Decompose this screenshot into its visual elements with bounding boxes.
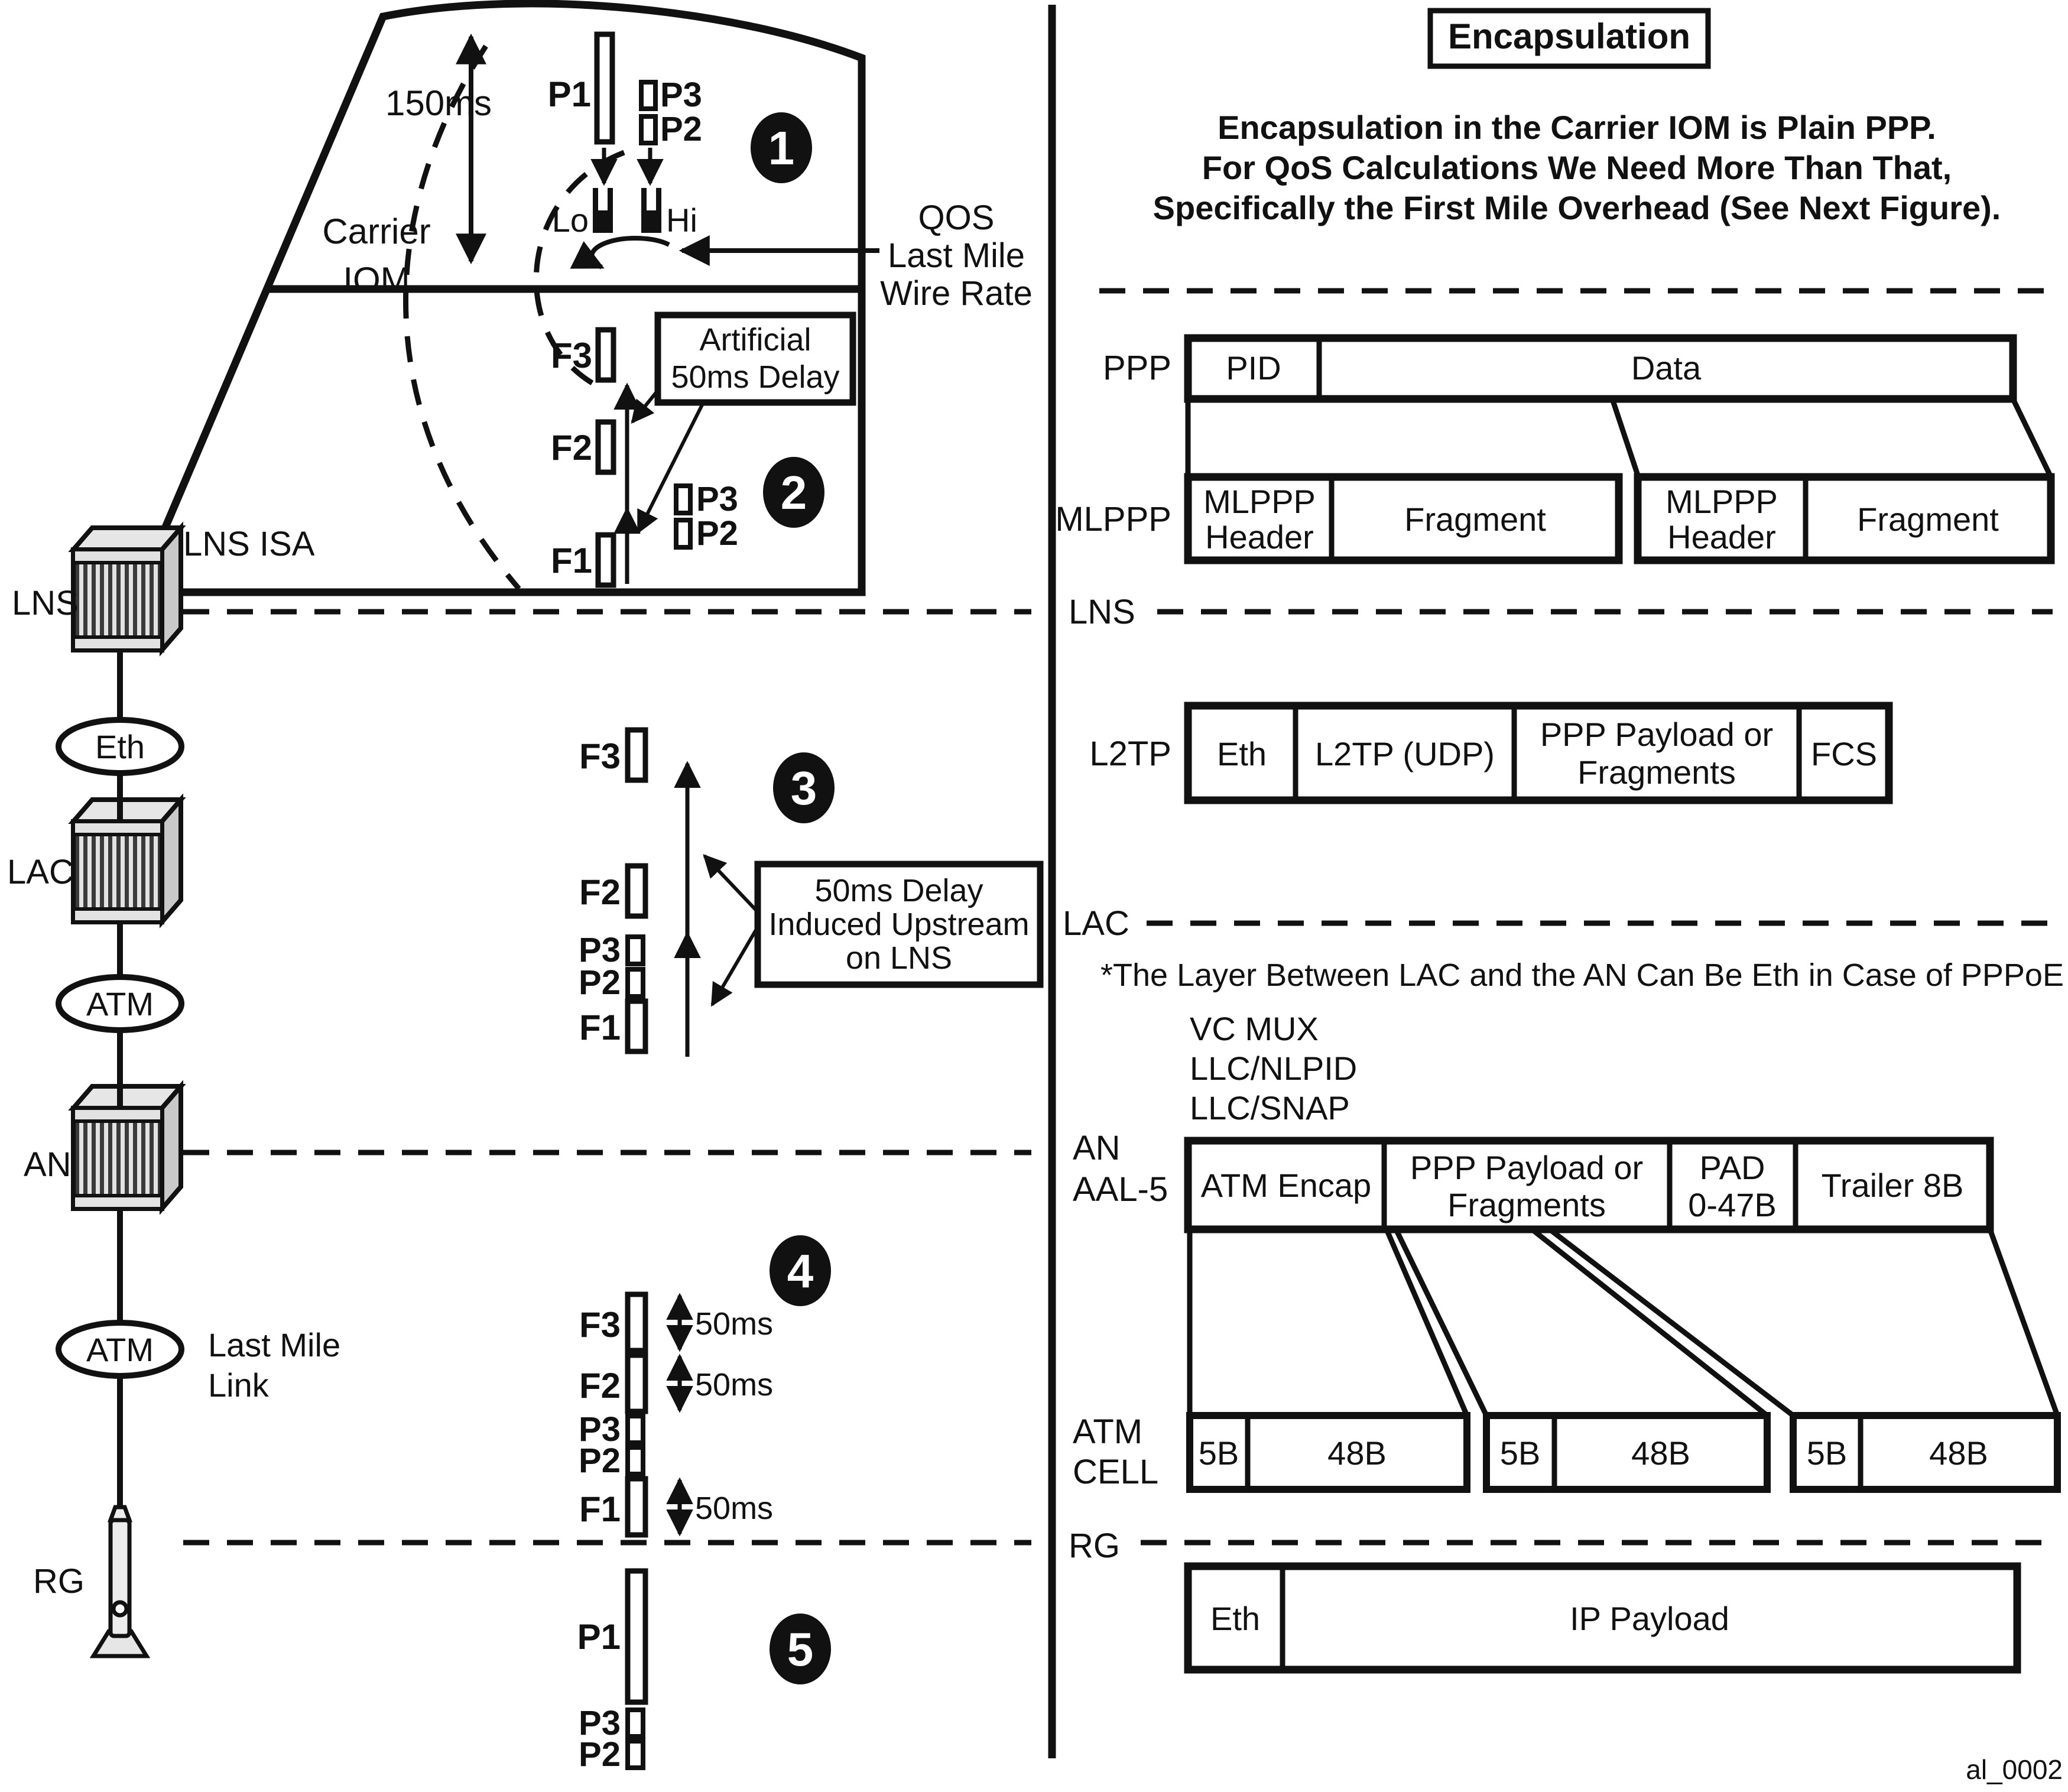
- carrier-iom-label-line1: Carrier: [322, 212, 431, 251]
- packet-label-p2-s2: P2: [696, 514, 738, 553]
- last-mile-link-line2: Link: [208, 1366, 269, 1404]
- induced-box-pointer-upper: [705, 856, 759, 913]
- lac-card-icon: [73, 800, 181, 922]
- lo-queue-label: Lo: [551, 202, 589, 239]
- fragment-bar-f3: [598, 330, 613, 380]
- fragment-bar-f1: [598, 535, 613, 585]
- s3-bar-f2: [628, 866, 645, 916]
- s3-square-p3: [628, 937, 643, 964]
- aal5-payload-line2: Fragments: [1447, 1186, 1606, 1223]
- rg-eth-cell: Eth: [1210, 1600, 1261, 1637]
- s4-square-p2: [628, 1447, 643, 1474]
- carrier-iom-wedge-outline: [138, 4, 862, 592]
- atm-cell1-5b: 5B: [1198, 1434, 1239, 1472]
- packet-label-p3-s2: P3: [696, 480, 738, 518]
- mlppp-row-label: MLPPP: [1055, 500, 1171, 538]
- ppp-pid-cell: PID: [1226, 349, 1281, 387]
- step-3-number: 3: [790, 762, 817, 814]
- rg-node-label: RG: [33, 1562, 85, 1601]
- fragment-bar-f2: [598, 422, 613, 472]
- carrier-iom-label-line2: IOM: [343, 260, 410, 300]
- zoom-lens-outer-arc: [406, 46, 519, 589]
- s5-square-p2: [628, 1741, 643, 1768]
- atm-cell2-5b: 5B: [1499, 1434, 1541, 1472]
- s4-label-f3: F3: [579, 1305, 621, 1345]
- l2tp-udp-cell: L2TP (UDP): [1315, 735, 1495, 772]
- induced-delay-line3: on LNS: [845, 940, 953, 976]
- encap-option-llc-nlpid: LLC/NLPID: [1190, 1050, 1358, 1087]
- qos-label-line3: Wire Rate: [880, 274, 1033, 313]
- s4-50ms-label-f3: 50ms: [695, 1306, 774, 1342]
- aal5-pad-line1: PAD: [1699, 1149, 1765, 1186]
- packet-label-p3: P3: [660, 76, 702, 114]
- aal5-atm-encap-cell: ATM Encap: [1200, 1167, 1372, 1204]
- packet-bar-p1: [597, 34, 612, 142]
- aal5-payload-line1: PPP Payload or: [1410, 1149, 1644, 1186]
- s5-label-p3: P3: [579, 1704, 621, 1742]
- delay-150ms-label: 150ms: [385, 83, 492, 123]
- packet-square-p3-s2: [676, 486, 690, 513]
- s4-50ms-label-f2: 50ms: [695, 1367, 774, 1403]
- mlppp-box2-header-line1: MLPPP: [1666, 483, 1778, 520]
- an-card-icon: [73, 1086, 181, 1209]
- ppp-mlppp-fan-right: [2013, 399, 2051, 477]
- packet-label-p2: P2: [660, 110, 702, 148]
- s3-label-f2: F2: [579, 872, 621, 912]
- l2tp-payload-line1: PPP Payload or: [1540, 716, 1774, 753]
- atm-cell-label-line2: CELL: [1073, 1453, 1159, 1491]
- lac-node-label: LAC: [7, 853, 74, 891]
- lo-queue-icon: [593, 188, 613, 233]
- figure-watermark: al_0002: [1966, 1754, 2063, 1785]
- rg-antenna-icon: [93, 1507, 147, 1656]
- atm-cell2-48b: 48B: [1631, 1434, 1690, 1472]
- s4-label-f1: F1: [579, 1489, 621, 1529]
- s5-square-p3: [628, 1710, 643, 1736]
- aal5-atm-fan-right: [1990, 1229, 2057, 1416]
- last-mile-link-line1: Last Mile: [208, 1326, 341, 1364]
- step-4-number: 4: [787, 1245, 814, 1297]
- atm-link-label: ATM: [86, 985, 154, 1022]
- s4-label-p3: P3: [579, 1410, 621, 1449]
- s4-label-f2: F2: [579, 1366, 621, 1405]
- packet-square-p3: [641, 82, 655, 109]
- s3-label-p2: P2: [579, 963, 621, 1002]
- qos-label-line2: Last Mile: [887, 236, 1025, 275]
- step-5-number: 5: [787, 1623, 814, 1676]
- s5-label-p1: P1: [577, 1617, 621, 1657]
- encapsulation-title: Encapsulation: [1447, 17, 1691, 56]
- s4-bar-f2: [628, 1355, 645, 1411]
- l2tp-row-label: L2TP: [1089, 735, 1171, 773]
- mlppp-box1-header-line1: MLPPP: [1203, 483, 1316, 520]
- l2tp-fcs-cell: FCS: [1811, 735, 1877, 772]
- mlppp-box1-fragment: Fragment: [1404, 501, 1546, 538]
- encap-option-vcmux: VC MUX: [1190, 1010, 1319, 1047]
- ppp-row-box: [1188, 338, 2013, 399]
- lac-pppoe-note: *The Layer Between LAC and the AN Can Be Eth in Case of PPPoE: [1100, 957, 2064, 993]
- aal5-pad-line2: 0-47B: [1688, 1186, 1777, 1223]
- encapsulation-note-line1: Encapsulation in the Carrier IOM is Plain PPP.: [1218, 109, 1936, 146]
- s5-bar-p1: [628, 1571, 645, 1702]
- mlppp-box2-header-line2: Header: [1667, 518, 1776, 556]
- s3-square-p2: [628, 969, 643, 996]
- ppp-data-cell: Data: [1631, 349, 1702, 387]
- encapsulation-note-line2: For QoS Calculations We Need More Than That,: [1202, 149, 1952, 186]
- encapsulation-note-line3: Specifically the First Mile Overhead (See Next Figure).: [1153, 189, 2001, 226]
- hi-queue-label: Hi: [666, 202, 697, 239]
- fragment-label-f3: F3: [550, 336, 592, 375]
- s4-50ms-label-f1: 50ms: [695, 1491, 774, 1526]
- atm-cell3-5b: 5B: [1806, 1434, 1848, 1472]
- fragment-label-f1: F1: [550, 541, 592, 580]
- aal5-row-label-line2: AAL-5: [1073, 1170, 1168, 1209]
- mlppp-box1-header-line2: Header: [1205, 518, 1314, 556]
- fragment-label-f2: F2: [550, 428, 592, 468]
- l2tp-payload-line2: Fragments: [1577, 754, 1736, 791]
- scheduler-loop-arrow: [592, 238, 669, 267]
- lns-level-label-right: LNS: [1069, 593, 1135, 631]
- s3-bar-f1: [628, 1001, 645, 1051]
- hi-queue-icon: [641, 188, 661, 233]
- rg-level-label-right: RG: [1069, 1527, 1120, 1565]
- s3-label-f3: F3: [579, 736, 621, 776]
- atm-cell3-48b: 48B: [1929, 1434, 1988, 1472]
- s4-bar-f1: [628, 1479, 645, 1535]
- s3-label-p3: P3: [579, 931, 621, 969]
- s5-label-p2: P2: [579, 1735, 621, 1774]
- lns-isa-label: LNS ISA: [183, 525, 315, 563]
- induced-delay-line1: 50ms Delay: [814, 873, 983, 908]
- s4-square-p3: [628, 1416, 643, 1443]
- lns-node-label: LNS: [12, 584, 79, 622]
- aal5-trailer-cell: Trailer 8B: [1821, 1167, 1964, 1204]
- atm-cell-label-line1: ATM: [1073, 1413, 1143, 1451]
- step-1-number: 1: [768, 122, 795, 174]
- induced-box-pointer-lower: [712, 925, 759, 1005]
- atm-last-mile-label: ATM: [86, 1331, 154, 1368]
- mlppp-box2-fragment: Fragment: [1857, 501, 1999, 538]
- qos-label-line1: QOS: [918, 199, 995, 237]
- aal5-atm-fan-a2: [1396, 1229, 1486, 1416]
- an-node-label: AN: [24, 1145, 72, 1184]
- aal5-row-label-line1: AN: [1073, 1129, 1121, 1167]
- packet-label-p1: P1: [547, 74, 591, 114]
- s4-bar-f3: [628, 1294, 645, 1351]
- lac-level-label-right: LAC: [1063, 904, 1129, 943]
- lns-card-icon: [73, 528, 181, 650]
- atm-cell1-48b: 48B: [1327, 1434, 1387, 1472]
- artificial-box-pointer-lower: [638, 402, 703, 532]
- step-2-number: 2: [780, 466, 807, 519]
- rg-ip-payload-cell: IP Payload: [1570, 1600, 1729, 1637]
- packet-square-p2-s2: [676, 520, 690, 547]
- encap-option-llc-snap: LLC/SNAP: [1190, 1089, 1350, 1127]
- s3-label-f1: F1: [579, 1008, 621, 1047]
- artificial-delay-line2: 50ms Delay: [671, 359, 840, 395]
- s3-bar-f3: [628, 730, 645, 780]
- aal5-atm-fan-b1: [1532, 1229, 1767, 1416]
- ppp-mlppp-fan-mid: [1612, 399, 1638, 477]
- induced-delay-line2: Induced Upstream: [768, 907, 1030, 942]
- artificial-delay-line1: Artificial: [699, 322, 811, 358]
- aal5-atm-fan-b2: [1550, 1229, 1793, 1416]
- eth-link-label: Eth: [95, 728, 145, 765]
- l2tp-eth-cell: Eth: [1216, 735, 1267, 772]
- ppp-row-label: PPP: [1102, 349, 1171, 387]
- aal5-atm-fan-a1: [1387, 1229, 1467, 1416]
- packet-square-p2: [641, 116, 655, 143]
- s4-label-p2: P2: [579, 1442, 621, 1480]
